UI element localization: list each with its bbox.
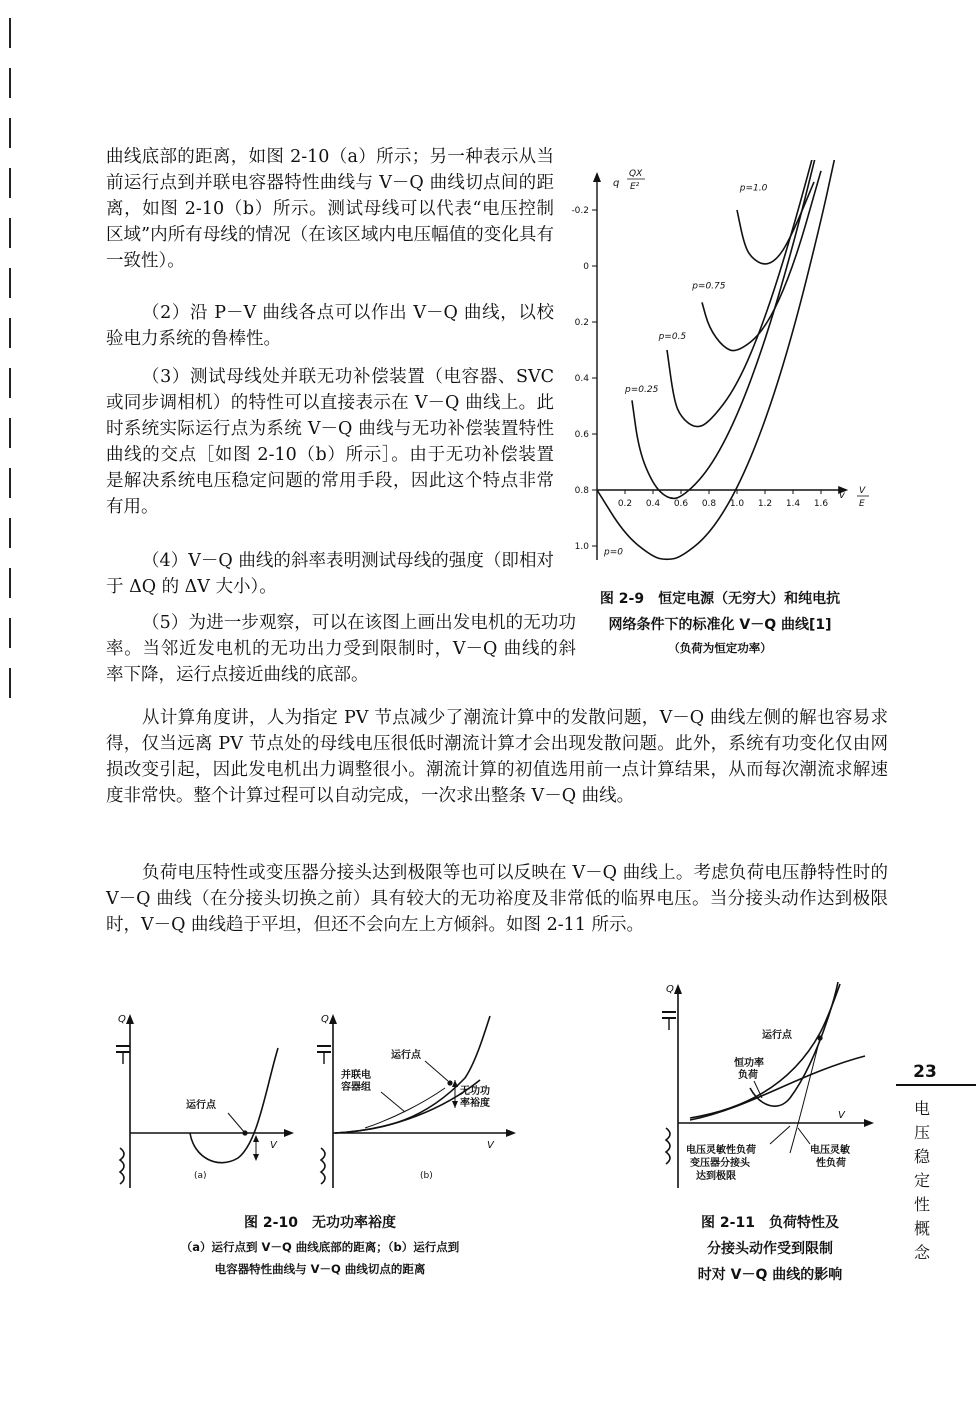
y-axis-formula-numerator: QX (629, 169, 643, 179)
x-tick-label: 0.2 (617, 499, 633, 509)
y-tick-label: 0.4 (574, 374, 589, 384)
tap-limit-label-1: 电压灵敏性负荷 (686, 1145, 756, 1156)
margin-rule (9, 568, 11, 598)
x-tick-label: 0.8 (701, 499, 717, 509)
paragraph-3: （3）测试母线处并联无功补偿装置（电容器、SVC 或同步调相机）的特性可以直接表示在 V－Q 曲线上。此时系统实际运行点为系统 V－Q 曲线与无功补偿装置特性曲线的交点［如图 2-10（b）所示］。由于无功补偿装置是解决系统电压稳定问题的常用手段，因此这个特点非常有用。 (106, 367, 554, 517)
constant-power-load-label-2: 负荷 (738, 1070, 758, 1081)
chapter-char: 念 (913, 1243, 930, 1262)
operating-point-marker (447, 1080, 452, 1085)
x-tick-label: 1.0 (729, 499, 745, 509)
v-axis-label: V (270, 1140, 277, 1151)
chapter-title-vertical (905, 1097, 939, 1265)
inductor-coil-icon (666, 1128, 670, 1164)
capacitor-bank-label-2: 容器组 (341, 1082, 371, 1093)
page-number-rule (896, 1084, 976, 1086)
tap-limit-label-3: 达到极限 (696, 1171, 736, 1182)
paragraph-1: 曲线底部的距离，如图 2-10（a）所示；另一种表示从当前运行点到并联电容器特性曲线与 V－Q 曲线切点间的距离，如图 2-10（b）所示。测试母线可以代表“电压控制区域”内所有母线的情况（在该区域内电压幅值的变化具有一致性）。 (106, 147, 554, 271)
chapter-char: 性 (913, 1195, 930, 1214)
margin-rule (9, 318, 11, 348)
v-axis-label: V (487, 1140, 494, 1151)
vs-load-label-2: 性负荷 (816, 1158, 846, 1169)
operating-point-leader (425, 1061, 448, 1081)
x-tick-label: 1.2 (757, 499, 773, 509)
y-tick-label: 0 (583, 262, 589, 272)
margin-arrow-down (253, 1154, 259, 1161)
v-axis-arrow (506, 1129, 516, 1137)
x-tick-group (618, 490, 829, 509)
vs-load-leader (798, 1128, 810, 1144)
voltage-sensitive-load-curve (690, 984, 840, 1118)
figure-2-9-title-2: 网络条件下的标准化 V－Q 曲线[1] (608, 617, 832, 633)
paragraph-2: （2）沿 P－V 曲线各点可以作出 V－Q 曲线，以校验电力系统的鲁棒性。 (106, 303, 554, 349)
margin-rule (9, 468, 11, 498)
y-tick-label: 0.6 (574, 430, 589, 440)
tap-limit-leader (770, 1126, 790, 1144)
q-axis-label: Q (321, 1014, 329, 1025)
y-axis-formula-denominator: E² (630, 182, 640, 192)
chapter-char: 稳 (913, 1147, 930, 1166)
figure-2-10-sub-1: （a）运行点到 V－Q 曲线底部的距离；（b）运行点到 (180, 1240, 460, 1254)
q-axis-label: Q (118, 1014, 126, 1025)
y-tick-label: 0.2 (574, 318, 589, 328)
y-tick-label: 1.0 (574, 542, 589, 552)
margin-rule (9, 18, 11, 48)
inductor-coil-icon (321, 1148, 325, 1184)
x-tick-label: 0.4 (645, 499, 661, 509)
x-axis-formula-denominator: E (859, 499, 865, 509)
q-axis-label: Q (666, 984, 674, 995)
paragraph-6: 从计算角度讲，人为指定 PV 节点减少了潮流计算中的发散问题，V－Q 曲线左侧的解也容易求得，仅当远离 PV 节点处的母线电压很低时潮流计算才会出现发散问题。此外，系统有功变化仅由网损改变引起，因此发电机出力调整很小。潮流计算的初值选用前一点计算结果，从而每次潮流求解速度非常快。整个计算过程可以自动完成，一次求出整条 V－Q 曲线。 (106, 708, 888, 806)
figure-2-11-title-3: 时对 V－Q 曲线的影响 (697, 1267, 843, 1283)
q-axis-arrow (674, 984, 682, 994)
margin-rule (9, 268, 11, 298)
paragraph-5: （5）为进一步观察，可以在该图上画出发电机的无功功率。当邻近发电机的无功出力受到限制时，V－Q 曲线的斜率下降，运行点接近曲线的底部。 (106, 613, 576, 685)
figure-2-9-chart (555, 160, 885, 570)
figure-2-10a-diagram (108, 1008, 298, 1198)
margin-rule (9, 518, 11, 548)
figure-2-10b-diagram (305, 1008, 520, 1198)
figure-2-9-subtitle: （负荷为恒定功率） (668, 641, 772, 655)
operating-point-leader (228, 1113, 245, 1133)
margin-rule (9, 168, 11, 198)
figure-2-9-title: 图 2-9 恒定电源（无穷大）和纯电抗 (599, 591, 841, 607)
margin-rule (9, 418, 11, 448)
capacitor-bank-leader (381, 1092, 405, 1112)
subfigure-b-label: (b) (420, 1171, 433, 1181)
v-axis-label: V (838, 1110, 845, 1121)
reactive-margin-label-1: 无功功 (460, 1086, 490, 1097)
v-axis-arrow (864, 1119, 874, 1127)
x-axis-formula-numerator: V (859, 486, 866, 496)
inductor-coil-icon (120, 1148, 124, 1184)
operating-point-label: 运行点 (186, 1100, 216, 1111)
reactive-margin-label-2: 率裕度 (460, 1098, 490, 1109)
chapter-char: 定 (913, 1171, 930, 1190)
operating-point-label: 运行点 (762, 1030, 792, 1041)
capacitor-bank-label-1: 并联电 (341, 1070, 371, 1081)
constant-power-load-curve (750, 982, 838, 1106)
figure-2-10-sub-2: 电容器特性曲线与 V－Q 曲线切点的距离 (214, 1262, 426, 1276)
figure-2-11-title-2: 分接头动作受到限制 (707, 1241, 833, 1257)
q-axis-arrow (126, 1014, 134, 1024)
operating-point-marker (817, 1035, 822, 1040)
margin-arrow-up (253, 1135, 259, 1142)
margin-rule (9, 668, 11, 698)
chapter-char: 电 (913, 1099, 930, 1118)
margin-rule (9, 368, 11, 398)
figure-2-11-title: 图 2-11 负荷特性及 (701, 1215, 839, 1231)
series-curve-p-0-5 (667, 160, 821, 427)
y-tick-group (571, 206, 597, 552)
margin-arrow-down (452, 1101, 458, 1108)
margin-rule (9, 218, 11, 248)
x-tick-label: 1.4 (785, 499, 801, 509)
margin-rule (9, 118, 11, 148)
margin-rule (9, 68, 11, 98)
v-axis-arrow (284, 1129, 294, 1137)
x-tick-label: 1.6 (813, 499, 829, 509)
chapter-char: 压 (913, 1123, 930, 1142)
subfigure-a-label: (a) (194, 1171, 207, 1181)
curve-label: p=0.5 (658, 331, 687, 342)
y-tick-label: -0.2 (571, 206, 589, 216)
curve-label: p=0.25 (625, 385, 659, 395)
operating-point-label: 运行点 (391, 1050, 421, 1061)
figure-2-11-diagram (650, 978, 880, 1200)
y-tick-label: 0.8 (574, 486, 589, 496)
series-curve-p-0-75 (702, 171, 821, 351)
page-number: 23 (913, 1062, 937, 1082)
y-axis-arrow (593, 172, 601, 182)
paragraph-7: 负荷电压特性或变压器分接头达到极限等也可以反映在 V－Q 曲线上。考虑负荷电压静特性时的 V－Q 曲线（在分接头切换之前）具有较大的无功裕度及非常低的临界电压。当分接头动作达到极限时，V－Q 曲线趋于平坦，但还不会向左上方倾斜。如图 2-11 所示。 (106, 863, 888, 935)
y-axis-label: q (613, 178, 620, 189)
chapter-char: 概 (913, 1219, 930, 1238)
margin-arrow-up (452, 1080, 458, 1087)
figure-2-10-title: 图 2-10 无功功率裕度 (244, 1215, 396, 1231)
curve-label: p=0 (604, 547, 623, 558)
curve-label: p=0.75 (692, 281, 726, 292)
q-axis-arrow (329, 1014, 337, 1024)
paragraph-4: （4）V－Q 曲线的斜率表明测试母线的强度（即相对于 ΔQ 的 ΔV 大小）。 (106, 551, 554, 597)
constant-power-load-label-1: 恒功率 (734, 1058, 764, 1069)
x-tick-label: 0.6 (673, 499, 689, 509)
tap-limit-label-2: 变压器分接头 (690, 1158, 750, 1169)
margin-rule (9, 618, 11, 648)
x-axis-label: v (839, 490, 845, 501)
vs-load-label-1: 电压灵敏 (810, 1145, 850, 1156)
curve-label: p=1.0 (739, 183, 768, 194)
capacitor-characteristic-curve-inner (365, 1088, 445, 1128)
